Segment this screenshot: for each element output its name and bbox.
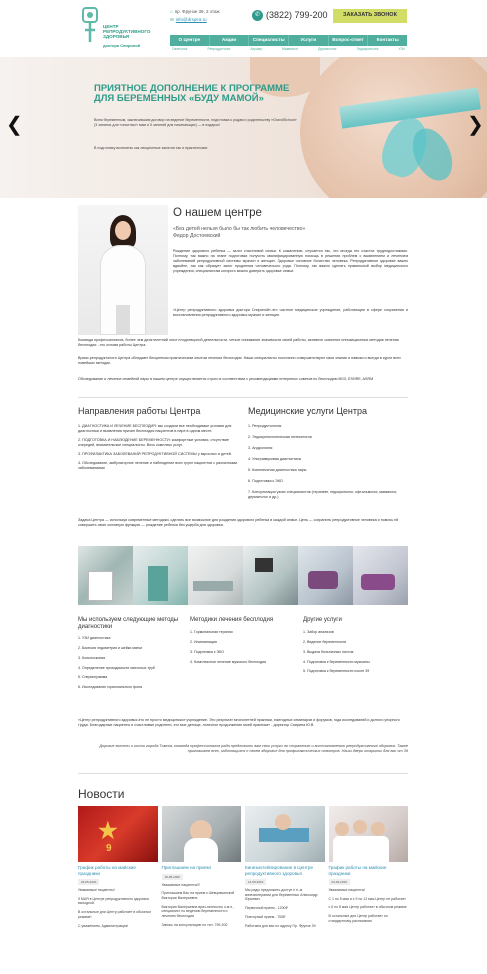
- list-item: 1. Гормональная терапия: [190, 630, 233, 634]
- news-image[interactable]: [245, 806, 325, 862]
- list-item: 4. Подготовка к беременности мужчины: [303, 659, 370, 664]
- subnav-item[interactable]: Маммолог: [282, 47, 299, 51]
- list-item[interactable]: 3. Андрология: [248, 445, 273, 450]
- nav-item-faq[interactable]: Вопрос-ответ: [329, 35, 369, 46]
- services-title: Медицинские услуги Центра: [248, 406, 368, 416]
- news-card[interactable]: [245, 806, 325, 974]
- clinic-photo[interactable]: [353, 546, 408, 605]
- task-text: Задача Центра — используя современные методики, сделать все возможное для рождения здорового ребенка в каждой семье. Цель — сохранить репродуктивное человека и помочь ей совершить свою основную функцию — рождение ребенка без ущерба для здоровья.: [78, 518, 399, 527]
- news-text: Мы рады предложить доступ к н. м. кинезиотерапии для беременных Александр Юрьевич Первичный прием - 1200₽ Повторный прием - 700₽ Работаем для вас по адресу Пр. Фрунзе 39: [245, 888, 325, 928]
- list-item: 3. Подготовка к ЭКО: [190, 649, 224, 654]
- about-paragraph: «Центр репродуктивного здоровья доктора Спириной»-это частное медицинское учреждение, работающее в сфере сохранения и восстановления репродуктивного здоровья мужчин и женщин.: [173, 308, 408, 317]
- news-title: Новости: [78, 787, 125, 801]
- list-item[interactable]: 1. Репродуктология: [248, 424, 282, 428]
- news-text: Уважаемые пациенты!!! Приглашаем Вас на прием к Шевцовчинской Виктории Валерьевне. Виктория Валерьевна врач-гинеколог, к.м.н., специалист по ведению беременности и лечению бесплодия Запись на консультацию по тел. 799-200: [161, 882, 235, 927]
- address-text: пр. Фрунзе 39, 2 этаж: [174, 8, 220, 14]
- clinic-photo[interactable]: [243, 546, 298, 605]
- hero-text: Всем беременным, заключившим договор на ведение беременности, подготовка к родам и родительству «GravidSchool» (3 занятия для «опытных» мам и 5 занятий для начинающих) — в подарок!: [94, 118, 297, 127]
- list-item: 3. Кольпоскопия: [78, 655, 106, 660]
- other-services-list: [303, 630, 408, 679]
- mail-icon: ✉: [170, 16, 174, 22]
- invitation-text: Дорогие жители и гости города Томска, команда профессионалов рада предложить вам свои услуги по сохранению и восстановлению репродуктивного здоровья. Также приглашаем всех, заботящихся о своем здоровье для профилактических осмотров. Наши двери открыты для вас от 39: [99, 744, 408, 754]
- news-image[interactable]: [329, 806, 409, 862]
- news-text: Уважаемые пациенты! С 1 по 5 мая и с 9 по 12 мая Центр не работает с 6 по 8 мая Центр работает в обычном режиме В остальные дни Центр работает по стандартному расписанию: [328, 888, 407, 923]
- clinic-photo[interactable]: [298, 546, 353, 605]
- phone-icon: ✆: [252, 10, 263, 21]
- list-item: 2. Инсеминация: [190, 639, 217, 644]
- email-link[interactable]: info@drspira.ru: [175, 16, 207, 22]
- directions-title: Направления работы Центра: [78, 406, 201, 416]
- news-date: 23-04-2019: [329, 879, 350, 885]
- list-item: 2. ПОДГОТОВКА И НАБЛЮДЕНИЕ БЕРЕМЕННОСТИ: комфортные условия, отсутствие очередей, внимательные специалисты. Весь комплекс услуг.: [78, 437, 229, 447]
- director-quote: «Центр репродуктивного здоровья-это не просто медицинское учреждение. Это результат многолетней практики, ежегодных семинаров и форумов, года исследований и долгого упорного труда. Благодарные пациенты и счастливые родители, это мое детище, логичное продолжение моей практики» - директор Спирина Ю.В.: [78, 718, 400, 727]
- list-item[interactable]: 2. Эндокринологическая гинекология: [248, 434, 312, 439]
- bullet-item: Повторный прием - 700₽: [245, 914, 286, 919]
- logo-text: ЦЕНТР РЕПРОДУКТИВНОГО ЗДОРОВЬЯ: [103, 24, 151, 40]
- about-paragraph: Врачи-репродуктологи Центра обладают бесценным практическим опытом лечения бесплодия. Наши специалисты постоянно совершенствуют свои знания и навыки и всегда в курсе всех новейших методик.: [78, 356, 401, 365]
- list-item: 3. Выдача больничных листов: [303, 649, 354, 654]
- directions-list: [78, 424, 238, 475]
- about-paragraph: Рождение здорового ребенка — залог счастливой семьи. К сожалению, случается так, что иногда это счастье труднодостижимо. Поэтому, так важно на этапе подготовки получить квалифицированную помощь в решении проблем с выявлением и лечением заболеваний репродуктивной системы мужчин и женщин. Здоровье основное богатство человека. Репродуктивное здоровье важно вдвойне, так как образует залог продления человеческого рода. Поэтому, так важно сделать правильный выбор медицинского учреждения, специалистам которого можно доверить здоровье семьи.: [173, 249, 408, 273]
- news-headline[interactable]: Кинезиотейпирование в Центре репродуктивного здоровья: [245, 865, 313, 876]
- list-item: 5. Подготовка к беременности после 39: [303, 669, 370, 674]
- diagnostics-list: [78, 636, 188, 695]
- logo-subtitle: доктора Спириной: [103, 43, 141, 48]
- main-nav: [170, 35, 407, 46]
- logo[interactable]: [80, 6, 170, 46]
- list-item: 1. Забор анализов: [303, 630, 334, 634]
- list-item: 3. ПРОФИЛАКТИКА ЗАБОЛЕВАНИЙ РЕПРОДУКТИВНОЙ СИСТЕМЫ у взрослых и детей.: [78, 451, 232, 456]
- news-date: 18-05-2020: [162, 874, 183, 880]
- nav-item-specialists[interactable]: Специалисты: [249, 35, 289, 46]
- subnav-item[interactable]: Эндокринолог: [356, 47, 379, 51]
- subnav-item[interactable]: Гинеколог: [172, 47, 188, 51]
- services-list: [248, 424, 408, 506]
- treatment-list: [190, 630, 298, 669]
- subnav-item[interactable]: УЗИ: [398, 47, 405, 51]
- list-item: 5. Спермограмма: [78, 675, 108, 680]
- news-image[interactable]: [162, 806, 242, 862]
- list-item: 1. УЗИ диагностика: [78, 636, 111, 640]
- location-icon: ⌂: [170, 8, 173, 14]
- nav-item-about[interactable]: О Центре: [170, 35, 210, 46]
- news-image[interactable]: ★ 9: [78, 806, 158, 862]
- logo-mark-icon: [80, 6, 100, 46]
- news-list: [78, 806, 408, 974]
- divider: [78, 773, 408, 774]
- news-card[interactable]: [78, 806, 158, 974]
- news-headline[interactable]: График работы на майские праздники: [328, 865, 387, 876]
- subnav-item[interactable]: Репродуктолог: [207, 47, 231, 51]
- list-item[interactable]: 4. Ультразвуковая диагностика: [248, 456, 301, 461]
- news-headline[interactable]: Приглашаем на прием!: [161, 865, 211, 870]
- list-item: 2. Ведение беременности: [303, 639, 347, 644]
- phone-number: (3822) 799-200: [266, 10, 328, 20]
- slider-next-icon[interactable]: ❯: [467, 114, 484, 136]
- clinic-photo[interactable]: [78, 546, 133, 605]
- hero-text-2: В подготовку включены как лекционные занятия так и практические.: [94, 146, 209, 150]
- clinic-photo-strip: [78, 546, 408, 605]
- list-item[interactable]: 7. Консультации узких специалистов (терапевт, эндокринолог, офтальмолог, маммолог, дерматолог и др.): [248, 489, 398, 499]
- sub-nav: [170, 47, 407, 54]
- hero-title: ПРИЯТНОЕ ДОПОЛНЕНИЕ К ПРОГРАММЕ ДЛЯ БЕРЕМЕННЫХ «БУДУ МАМОЙ»: [94, 83, 290, 104]
- about-paragraph: Обследование и лечение семейной пары в нашем центре осуществляется строго в соответствии с рекомендациями интернеых советов по бесплодию ВОЗ, ESHRE, ASRM: [78, 377, 374, 381]
- treatment-title: Методики лечения бесплодия: [190, 617, 274, 623]
- list-item: 4. Определение проходимости маточных труб: [78, 665, 155, 670]
- list-item: 2. Биопсия эндометрия и шейки матки: [78, 645, 143, 650]
- list-item[interactable]: 5. Комплексная диагностика пары: [248, 467, 307, 472]
- news-card[interactable]: [329, 806, 409, 974]
- news-headline[interactable]: График работы на майские праздники: [78, 865, 136, 876]
- list-item[interactable]: 6. Подготовка к ЭКО: [248, 478, 283, 483]
- nav-item-promo[interactable]: Акции: [210, 35, 250, 46]
- subnav-item[interactable]: Дерматолог: [318, 47, 337, 51]
- about-quote: «Без детей нельзя было бы так любить человечество» Федор Достоевский: [173, 226, 306, 239]
- list-item: 6. Исследование гормонального фона: [78, 685, 142, 690]
- phone[interactable]: [252, 9, 328, 21]
- clinic-photo[interactable]: [188, 546, 243, 605]
- list-item: 1. ДИАГНОСТИКА И ЛЕЧЕНИЕ БЕСПЛОДИЯ: мы создали все необходимые условия для диагностики и выявления причин бесплодия пациентов в паре в одном месте.: [78, 424, 232, 433]
- news-date: 03-05-2020: [78, 879, 99, 885]
- slider-prev-icon[interactable]: ❮: [6, 114, 23, 136]
- nav-item-contacts[interactable]: Контакты: [376, 37, 399, 43]
- contacts: [170, 8, 220, 24]
- other-services-title: Другие услуги: [303, 617, 342, 623]
- about-title: О нашем центре: [173, 207, 262, 219]
- news-card[interactable]: [162, 806, 242, 974]
- clinic-photo[interactable]: [133, 546, 188, 605]
- nav-item-services[interactable]: Услуги: [289, 35, 329, 46]
- divider: [78, 397, 408, 398]
- about-paragraph: Команда профессионалов, более чем десятилетний опыт плодотворной деятельности, четкое понимание значимости своей работы, активное освоение инновационных методов лечения бесплодия - это основа работы Центра.: [78, 338, 399, 347]
- doctor-photo: [78, 205, 168, 335]
- list-item: 4. Обследование, амбулаторное лечение и наблюдение всех групп пациентов с различными заболеваниями: [78, 460, 238, 470]
- bullet-item: Первичный прием - 1200₽: [245, 906, 288, 911]
- callback-button[interactable]: ЗАКАЗАТЬ ЗВОНОК: [333, 9, 407, 23]
- diagnostics-title: Мы используем следующие методы диагностики: [78, 617, 179, 630]
- subnav-item[interactable]: Акушер: [250, 47, 263, 51]
- news-text: Уважаемые пациенты! 9 МАЯ в Центре репродуктивного здоровья выходной. В остальные дни Центр работает в обычном режиме! С уважением, Администрация!: [78, 888, 151, 928]
- news-date: 14-05-2019: [245, 879, 266, 885]
- list-item: 4. Комплексное лечение мужского бесплодия: [190, 659, 267, 664]
